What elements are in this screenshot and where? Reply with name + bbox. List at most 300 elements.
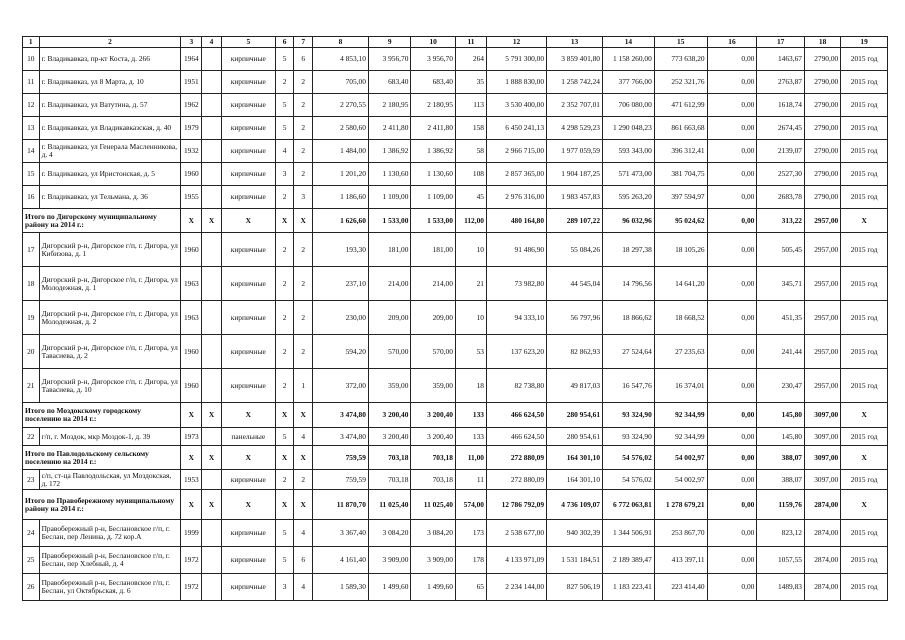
table-cell: 280 954,61 [547, 403, 603, 428]
table-cell: 1973 [181, 428, 202, 446]
address-cell: Дигорский р-н, Дигорское г/п, г. Дигора, ул Кибизова, д. 1 [39, 233, 181, 267]
table-cell: 345,71 [757, 267, 805, 301]
table-cell: 683,40 [368, 71, 410, 94]
table-cell: 0,00 [707, 369, 757, 403]
subtotal-row [23, 403, 888, 428]
table-cell: 1 109,00 [368, 186, 410, 209]
table-cell: 280 954,61 [547, 428, 603, 446]
table-cell: 2015 год [841, 369, 888, 403]
table-cell: 13 [23, 117, 40, 140]
table-cell: 82 862,93 [547, 335, 603, 369]
table-cell: 0,00 [707, 403, 757, 428]
table-cell: 595 263,20 [603, 186, 655, 209]
table-cell: 54 576,02 [603, 470, 655, 490]
column-number: 7 [294, 37, 313, 48]
table-cell: 0,00 [707, 209, 757, 233]
table-cell: 0,00 [707, 301, 757, 335]
table-cell: 2 [294, 301, 313, 335]
column-number: 18 [804, 37, 840, 48]
table-cell: 6 [294, 48, 313, 71]
table-cell [202, 470, 222, 490]
table-cell: 480 164,80 [487, 209, 547, 233]
table-cell: 264 [455, 48, 486, 71]
table-cell: 14 [23, 140, 40, 163]
column-number: 4 [202, 37, 222, 48]
table-cell: 413 397,11 [654, 547, 707, 574]
table-row [23, 470, 888, 490]
table-cell [202, 163, 222, 186]
table-cell: 381 704,75 [654, 163, 707, 186]
table-cell: кирпичные [221, 369, 275, 403]
table-cell: 253 867,70 [654, 520, 707, 547]
table-cell: 53 [455, 335, 486, 369]
table-cell: 193,30 [313, 233, 369, 267]
table-cell: 2015 год [841, 186, 888, 209]
table-cell: 1 531 184,51 [547, 547, 603, 574]
table-cell: 4 853,10 [313, 48, 369, 71]
table-cell: 4 298 529,23 [547, 117, 603, 140]
address-cell: г/п, г. Моздок, мкр Моздок-1, д. 39 [39, 428, 181, 446]
table-cell: 12 [23, 94, 40, 117]
table-cell [202, 520, 222, 547]
table-cell: 2874,00 [804, 520, 840, 547]
table-cell: 4 [294, 520, 313, 547]
table-cell: 14 796,56 [603, 267, 655, 301]
table-cell: 272 880,09 [487, 470, 547, 490]
table-cell: 27 524,64 [603, 335, 655, 369]
table-cell: 1 499,60 [411, 574, 456, 601]
table-cell: 2015 год [841, 267, 888, 301]
table-cell: 388,07 [757, 470, 805, 490]
table-cell: 2 [294, 163, 313, 186]
table-cell: 2015 год [841, 94, 888, 117]
table-cell: 1960 [181, 369, 202, 403]
table-cell: кирпичные [221, 163, 275, 186]
table-cell: 703,18 [411, 446, 456, 470]
column-number: 1 [23, 37, 40, 48]
table-cell: 137 623,20 [487, 335, 547, 369]
table-cell: X [294, 403, 313, 428]
table-cell: 1972 [181, 574, 202, 601]
table-cell: X [202, 446, 222, 470]
table-cell: 1951 [181, 71, 202, 94]
table-cell: 1 278 679,21 [654, 490, 707, 520]
table-row [23, 94, 888, 117]
table-cell: 12 786 792,09 [487, 490, 547, 520]
table-cell: 15 [23, 163, 40, 186]
table-cell [202, 428, 222, 446]
table-cell: 3 200,40 [368, 403, 410, 428]
table-cell: X [181, 403, 202, 428]
table-cell: 1972 [181, 547, 202, 574]
table-cell: 4 [294, 574, 313, 601]
table-cell: 759,59 [313, 470, 369, 490]
table-cell: кирпичные [221, 140, 275, 163]
table-cell: 145,80 [757, 403, 805, 428]
table-cell [202, 48, 222, 71]
table-row [23, 233, 888, 267]
table-cell [202, 117, 222, 140]
table-cell: 2790,00 [804, 71, 840, 94]
address-cell: Правобережный р-н, Беслановское г/п, г. Беслан, пер Хлебный, д. 4 [39, 547, 181, 574]
table-cell: 49 817,03 [547, 369, 603, 403]
table-cell: 359,00 [368, 369, 410, 403]
table-cell: 2790,00 [804, 163, 840, 186]
table-cell: 1 484,00 [313, 140, 369, 163]
table-cell: кирпичные [221, 335, 275, 369]
table-cell: 861 663,68 [654, 117, 707, 140]
table-cell: 18 866,62 [603, 301, 655, 335]
table-cell: 18 297,38 [603, 233, 655, 267]
subtotal-row [23, 209, 888, 233]
table-cell: 6 450 241,13 [487, 117, 547, 140]
table-cell: 827 506,19 [547, 574, 603, 601]
table-cell: 940 302,39 [547, 520, 603, 547]
table-cell: 3 474,80 [313, 403, 369, 428]
table-cell: 2 [275, 71, 294, 94]
table-cell: 2 [275, 369, 294, 403]
table-cell: 1 977 059,59 [547, 140, 603, 163]
table-cell: 1 533,00 [368, 209, 410, 233]
table-cell: 91 486,90 [487, 233, 547, 267]
table-cell: 164 301,10 [547, 446, 603, 470]
table-cell: 1964 [181, 48, 202, 71]
table-cell: 18 668,52 [654, 301, 707, 335]
table-cell: 2790,00 [804, 117, 840, 140]
table-cell: 214,00 [368, 267, 410, 301]
table-cell: X [181, 209, 202, 233]
table-cell: 706 080,00 [603, 94, 655, 117]
column-number: 14 [603, 37, 655, 48]
table-cell: 10 [23, 48, 40, 71]
subtotal-label: Итого по Дигорскому муниципальному району на 2014 г.: [23, 209, 181, 233]
table-cell: 11 025,40 [411, 490, 456, 520]
table-cell: X [841, 403, 888, 428]
table-row [23, 335, 888, 369]
table-cell: 2139,07 [757, 140, 805, 163]
table-cell: 1463,67 [757, 48, 805, 71]
address-cell: Дигорский р-н, Дигорское г/п, г. Дигора, ул Тавасиева, д. 2 [39, 335, 181, 369]
column-number: 12 [487, 37, 547, 48]
table-cell: 2763,87 [757, 71, 805, 94]
table-cell: 173 [455, 520, 486, 547]
table-cell: 209,00 [411, 301, 456, 335]
table-cell: 2015 год [841, 163, 888, 186]
table-cell: 20 [23, 335, 40, 369]
table-cell: 2 180,95 [411, 94, 456, 117]
address-cell: г. Владикавказ, ул Тельмана, д. 36 [39, 186, 181, 209]
table-cell: 2015 год [841, 335, 888, 369]
table-cell: 289 107,22 [547, 209, 603, 233]
table-cell: 1 158 260,00 [603, 48, 655, 71]
table-cell: 2790,00 [804, 94, 840, 117]
table-cell [202, 71, 222, 94]
table-cell [202, 574, 222, 601]
table-cell: 1 386,92 [411, 140, 456, 163]
table-cell: 0,00 [707, 71, 757, 94]
table-cell: 3 474,80 [313, 428, 369, 446]
table-row [23, 140, 888, 163]
table-cell [202, 140, 222, 163]
table-cell: 2 [275, 186, 294, 209]
address-cell: г. Владикавказ, ул Иристонская, д. 5 [39, 163, 181, 186]
table-cell: 3 909,00 [411, 547, 456, 574]
table-cell: 2957,00 [804, 233, 840, 267]
table-cell: 823,12 [757, 520, 805, 547]
table-cell: 108 [455, 163, 486, 186]
table-cell: 3 859 401,80 [547, 48, 603, 71]
table-cell: 3 956,70 [368, 48, 410, 71]
table-cell: 471 612,99 [654, 94, 707, 117]
table-cell: 2015 год [841, 547, 888, 574]
table-cell: 272 880,09 [487, 446, 547, 470]
address-cell: г. Владикавказ, ул Владикавказская, д. 40 [39, 117, 181, 140]
table-row [23, 163, 888, 186]
table-cell: 65 [455, 574, 486, 601]
table-cell [202, 267, 222, 301]
table-cell: X [181, 490, 202, 520]
table-cell: 1 386,92 [368, 140, 410, 163]
table-cell: 6 772 063,81 [603, 490, 655, 520]
table-cell: 1 888 830,00 [487, 71, 547, 94]
table-cell: X [294, 490, 313, 520]
address-cell: Дигорский р-н, Дигорское г/п, г. Дигора, ул Молодежная, д. 2 [39, 301, 181, 335]
table-cell: кирпичные [221, 71, 275, 94]
table-cell: 178 [455, 547, 486, 574]
table-cell: 2790,00 [804, 48, 840, 71]
table-cell: 94 333,10 [487, 301, 547, 335]
table-cell: 2015 год [841, 574, 888, 601]
table-cell: 1 983 457,83 [547, 186, 603, 209]
table-cell: 2 580,60 [313, 117, 369, 140]
table-cell: 703,18 [368, 446, 410, 470]
column-number: 3 [181, 37, 202, 48]
table-cell: 2015 год [841, 117, 888, 140]
table-cell: 593 343,00 [603, 140, 655, 163]
table-cell: 3 084,20 [411, 520, 456, 547]
column-number: 5 [221, 37, 275, 48]
table-cell: 18 [23, 267, 40, 301]
table-row [23, 301, 888, 335]
table-cell: 11,00 [455, 446, 486, 470]
table-cell: 113 [455, 94, 486, 117]
table-cell: 237,10 [313, 267, 369, 301]
table-cell: 2 976 316,00 [487, 186, 547, 209]
table-cell: 466 624,50 [487, 428, 547, 446]
table-cell: 2 189 389,47 [603, 547, 655, 574]
table-row [23, 520, 888, 547]
table-cell: X [181, 446, 202, 470]
address-cell: г. Владикавказ, ул Ватутина, д. 57 [39, 94, 181, 117]
table-cell: 3097,00 [804, 470, 840, 490]
table-cell: 2 857 365,00 [487, 163, 547, 186]
table-cell: 2 411,80 [411, 117, 456, 140]
table-cell: 3 [275, 574, 294, 601]
table-cell: 3 084,20 [368, 520, 410, 547]
table-cell: 2957,00 [804, 301, 840, 335]
table-cell: 0,00 [707, 48, 757, 71]
table-cell: 1960 [181, 335, 202, 369]
table-cell: 1 344 506,91 [603, 520, 655, 547]
table-cell: 1960 [181, 233, 202, 267]
table-cell: 2874,00 [804, 574, 840, 601]
table-cell: кирпичные [221, 301, 275, 335]
table-cell: 2874,00 [804, 547, 840, 574]
column-number: 15 [654, 37, 707, 48]
table-cell: кирпичные [221, 520, 275, 547]
table-cell: 209,00 [368, 301, 410, 335]
table-cell: 96 032,96 [603, 209, 655, 233]
table-cell: 0,00 [707, 574, 757, 601]
table-cell: 11 870,70 [313, 490, 369, 520]
table-cell: 56 797,96 [547, 301, 603, 335]
table-cell: 2 180,95 [368, 94, 410, 117]
table-cell: 2 [294, 233, 313, 267]
table-cell: кирпичные [221, 574, 275, 601]
address-cell: Дигорский р-н, Дигорское г/п, г. Дигора, ул Молодежная, д. 1 [39, 267, 181, 301]
table-cell: 223 414,40 [654, 574, 707, 601]
table-cell: кирпичные [221, 94, 275, 117]
table-cell: 2015 год [841, 140, 888, 163]
table-cell: 2874,00 [804, 490, 840, 520]
table-cell: 451,35 [757, 301, 805, 335]
table-cell: 2015 год [841, 520, 888, 547]
table-cell: 2 [275, 267, 294, 301]
subtotal-label: Итого по Правобережному муниципальному району на 2014 г.: [23, 490, 181, 520]
table-cell: 4 [294, 428, 313, 446]
table-cell: 0,00 [707, 117, 757, 140]
table-cell: X [275, 490, 294, 520]
table-cell: 27 235,63 [654, 335, 707, 369]
table-cell: 0,00 [707, 94, 757, 117]
table-cell: X [221, 403, 275, 428]
table-cell: 377 766,00 [603, 71, 655, 94]
table-cell: 93 324,90 [603, 403, 655, 428]
table-cell: 2957,00 [804, 335, 840, 369]
table-cell: 3 [294, 186, 313, 209]
table-cell: 17 [23, 233, 40, 267]
table-cell: 93 324,90 [603, 428, 655, 446]
table-cell: 1057,55 [757, 547, 805, 574]
table-cell: X [221, 490, 275, 520]
subtotal-label: Итого по Павлодольскому сельскому поселению на 2014 г.: [23, 446, 181, 470]
table-cell: 2957,00 [804, 369, 840, 403]
table-cell: 0,00 [707, 140, 757, 163]
table-cell: 2 [275, 301, 294, 335]
table-cell: 574,00 [455, 490, 486, 520]
table-cell: 44 545,04 [547, 267, 603, 301]
table-cell: X [275, 209, 294, 233]
table-cell: 0,00 [707, 428, 757, 446]
table-cell: 0,00 [707, 547, 757, 574]
column-number: 16 [707, 37, 757, 48]
table-cell: 773 638,20 [654, 48, 707, 71]
table-cell: X [275, 403, 294, 428]
table-cell: 1 [294, 369, 313, 403]
table-cell: 164 301,10 [547, 470, 603, 490]
table-cell [202, 94, 222, 117]
table-cell: 2957,00 [804, 267, 840, 301]
table-cell: 181,00 [411, 233, 456, 267]
table-cell [202, 301, 222, 335]
table-cell: 3097,00 [804, 428, 840, 446]
table-cell: 158 [455, 117, 486, 140]
table-cell: 3 909,00 [368, 547, 410, 574]
table-cell: X [841, 446, 888, 470]
table-cell: кирпичные [221, 186, 275, 209]
table-cell: 2 411,80 [368, 117, 410, 140]
subtotal-row [23, 446, 888, 470]
table-cell: 54 002,97 [654, 470, 707, 490]
table-cell: 466 624,50 [487, 403, 547, 428]
table-cell: 0,00 [707, 233, 757, 267]
table-cell: 5 [275, 547, 294, 574]
table-cell: 92 344,99 [654, 428, 707, 446]
column-number: 19 [841, 37, 888, 48]
table-cell: 5 [275, 48, 294, 71]
table-cell: 2 [294, 71, 313, 94]
table-cell: 214,00 [411, 267, 456, 301]
table-cell: 23 [23, 470, 40, 490]
table-cell: 397 594,97 [654, 186, 707, 209]
table-cell: 16 547,76 [603, 369, 655, 403]
table-cell: X [202, 209, 222, 233]
table-cell: 3 530 400,00 [487, 94, 547, 117]
table-cell [202, 233, 222, 267]
table-cell: 1 201,20 [313, 163, 369, 186]
table-cell: 22 [23, 428, 40, 446]
address-cell: Дигорский р-н, Дигорское г/п, г. Дигора, ул Тавасиева, д. 10 [39, 369, 181, 403]
table-cell: 1 499,60 [368, 574, 410, 601]
table-cell: 26 [23, 574, 40, 601]
table-cell: 683,40 [411, 71, 456, 94]
table-cell: 4 161,40 [313, 547, 369, 574]
table-cell: 54 002,97 [654, 446, 707, 470]
table-cell: 2683,78 [757, 186, 805, 209]
table-cell: 25 [23, 547, 40, 574]
table-cell [202, 186, 222, 209]
housing-repair-table [22, 36, 888, 601]
table-cell: 1159,76 [757, 490, 805, 520]
subtotal-row [23, 490, 888, 520]
table-cell: панельные [221, 428, 275, 446]
table-cell: X [202, 403, 222, 428]
table-cell: 372,00 [313, 369, 369, 403]
table-cell: 2015 год [841, 301, 888, 335]
table-cell: 570,00 [368, 335, 410, 369]
column-number: 10 [411, 37, 456, 48]
table-cell: 18 [455, 369, 486, 403]
table-cell [202, 369, 222, 403]
table-cell: 705,00 [313, 71, 369, 94]
table-row [23, 117, 888, 140]
table-cell: 4 133 971,09 [487, 547, 547, 574]
table-cell: 1 130,60 [411, 163, 456, 186]
table-cell: 1962 [181, 94, 202, 117]
table-cell: 2 538 677,00 [487, 520, 547, 547]
table-cell: 11 025,40 [368, 490, 410, 520]
column-number: 17 [757, 37, 805, 48]
table-cell: 388,07 [757, 446, 805, 470]
table-cell: 2 [294, 94, 313, 117]
table-cell: 5 [275, 94, 294, 117]
table-cell: X [275, 446, 294, 470]
address-cell: с/п, ст-ца Павлодольская, ул Моздокская, д. 172 [39, 470, 181, 490]
address-cell: Правобережный р-н, Беслановское г/п, г. Беслан, пер Ленина, д. 72 кор.А [39, 520, 181, 547]
table-cell: 92 344,99 [654, 403, 707, 428]
table-cell: 0,00 [707, 186, 757, 209]
table-cell: 594,20 [313, 335, 369, 369]
